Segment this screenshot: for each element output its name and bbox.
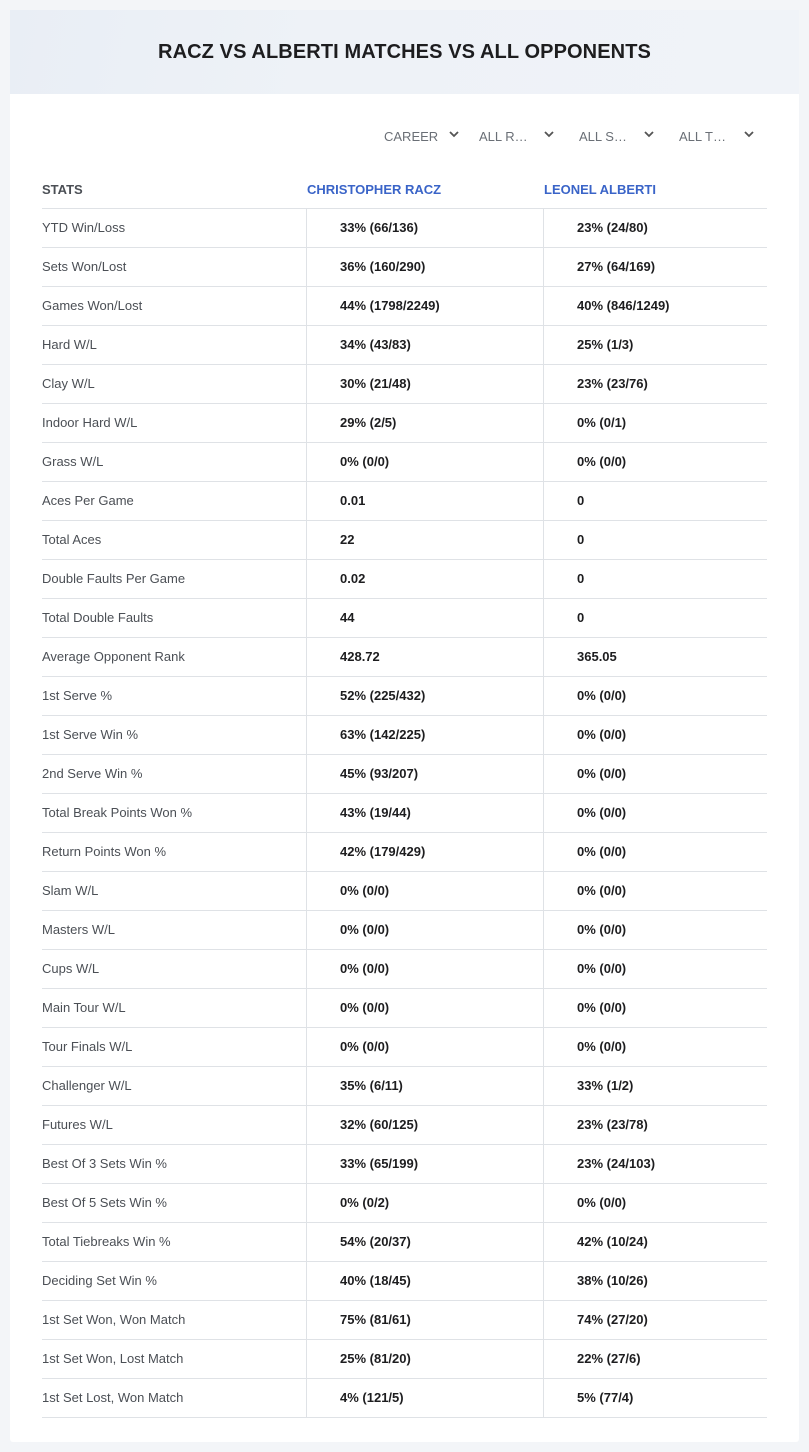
stat-label: Grass W/L [42,454,104,469]
player2-value: 25% (1/3) [543,326,767,364]
table-row [42,872,767,911]
player2-value: 0% (0/0) [543,1028,767,1066]
player1-value: 0% (0/0) [306,911,543,949]
player2-value: 0% (0/0) [543,833,767,871]
stat-label: Tour Finals W/L [42,1039,133,1054]
player2-value: 0 [543,482,767,520]
table-row [42,989,767,1028]
player1-value: 52% (225/432) [306,677,543,715]
stat-label: Deciding Set Win % [42,1273,157,1288]
stat-label: 1st Set Won, Won Match [42,1312,186,1327]
player1-value: 25% (81/20) [306,1340,543,1378]
column-header-player2[interactable]: LEONEL ALBERTI [544,182,656,197]
player2-value: 0% (0/1) [543,404,767,442]
stat-label: Double Faults Per Game [42,571,186,586]
player1-value: 0% (0/0) [306,443,543,481]
stat-label: 1st Set Won, Lost Match [42,1351,184,1366]
table-row [42,1379,767,1418]
player1-value: 63% (142/225) [306,716,543,754]
table-row [42,950,767,989]
table-row [42,209,767,248]
table-row [42,443,767,482]
filter-round-select[interactable] [469,124,557,148]
player2-value: 0 [543,521,767,559]
player2-value: 40% (846/1249) [543,287,767,325]
filter-surface-select[interactable] [569,124,657,148]
player1-value: 0.01 [306,482,543,520]
table-row [42,911,767,950]
player2-value: 23% (23/78) [543,1106,767,1144]
player1-value: 35% (6/11) [306,1067,543,1105]
column-header-player1[interactable]: CHRISTOPHER RACZ [307,182,442,197]
stat-label: Total Break Points Won % [42,805,193,820]
stat-label: Clay W/L [42,376,95,391]
player2-value: 23% (23/76) [543,365,767,403]
player2-value: 365.05 [543,638,767,676]
table-row [42,599,767,638]
stat-label: 1st Serve % [42,688,113,703]
table-row [42,326,767,365]
player1-value: 75% (81/61) [306,1301,543,1339]
player1-value: 43% (19/44) [306,794,543,832]
player2-value: 0% (0/0) [543,1184,767,1222]
table-row [42,1106,767,1145]
filter-label: ALL S… [579,129,627,144]
stat-label: Slam W/L [42,883,99,898]
player1-value: 36% (160/290) [306,248,543,286]
player1-value: 33% (65/199) [306,1145,543,1183]
table-row [42,248,767,287]
stat-label: Indoor Hard W/L [42,415,138,430]
table-row [42,677,767,716]
table-row [42,1223,767,1262]
stat-label: Futures W/L [42,1117,113,1132]
player1-value: 30% (21/48) [306,365,543,403]
stat-label: Challenger W/L [42,1078,132,1093]
player2-value: 0% (0/0) [543,911,767,949]
stat-label: Masters W/L [42,922,115,937]
player1-value: 40% (18/45) [306,1262,543,1300]
card-header [10,10,799,94]
player2-value: 0% (0/0) [543,872,767,910]
stat-label: YTD Win/Loss [42,220,126,235]
chevron-down-icon [743,128,755,140]
stat-label: 1st Set Lost, Won Match [42,1390,184,1405]
player2-value: 0% (0/0) [543,794,767,832]
player2-value: 22% (27/6) [543,1340,767,1378]
player2-value: 74% (27/20) [543,1301,767,1339]
stat-label: Hard W/L [42,337,97,352]
stats-card [10,10,799,1442]
stat-label: Return Points Won % [42,844,167,859]
player2-value: 33% (1/2) [543,1067,767,1105]
table-row [42,833,767,872]
stat-label: Total Double Faults [42,610,154,625]
stat-label: Sets Won/Lost [42,259,127,274]
player2-value: 0% (0/0) [543,950,767,988]
stat-label: Games Won/Lost [42,298,143,313]
player2-value: 23% (24/80) [543,209,767,247]
player1-value: 32% (60/125) [306,1106,543,1144]
player1-value: 44% (1798/2249) [306,287,543,325]
player2-value: 0 [543,560,767,598]
player2-value: 0% (0/0) [543,989,767,1027]
table-row [42,482,767,521]
column-header-stats: STATS [42,182,83,197]
player1-value: 54% (20/37) [306,1223,543,1261]
player1-value: 0.02 [306,560,543,598]
player1-value: 0% (0/0) [306,1028,543,1066]
stat-label: Total Aces [42,532,102,547]
table-body [42,209,767,1418]
player1-value: 29% (2/5) [306,404,543,442]
player2-value: 23% (24/103) [543,1145,767,1183]
player1-value: 0% (0/0) [306,872,543,910]
table-row [42,1067,767,1106]
chevron-down-icon [643,128,655,140]
table-row [42,716,767,755]
table-header [42,168,767,209]
filter-label: CAREER [384,129,439,144]
stat-label: Main Tour W/L [42,1000,126,1015]
player2-value: 0% (0/0) [543,677,767,715]
player1-value: 45% (93/207) [306,755,543,793]
stat-label: Best Of 5 Sets Win % [42,1195,167,1210]
player1-value: 33% (66/136) [306,209,543,247]
filter-bar [374,124,766,148]
player2-value: 27% (64/169) [543,248,767,286]
player2-value: 0% (0/0) [543,443,767,481]
player2-value: 0% (0/0) [543,755,767,793]
table-row [42,638,767,677]
player2-value: 38% (10/26) [543,1262,767,1300]
table-row [42,755,767,794]
stat-label: Aces Per Game [42,493,134,508]
table-row [42,1301,767,1340]
table-row [42,794,767,833]
table-row [42,1028,767,1067]
stat-label: Total Tiebreaks Win % [42,1234,171,1249]
stat-label: Cups W/L [42,961,100,976]
table-row [42,365,767,404]
stat-label: 1st Serve Win % [42,727,139,742]
stat-label: Best Of 3 Sets Win % [42,1156,167,1171]
chevron-down-icon [448,128,460,140]
table-row [42,1262,767,1301]
table-row [42,521,767,560]
player1-value: 0% (0/0) [306,989,543,1027]
filter-label: ALL R… [479,129,528,144]
player1-value: 0% (0/0) [306,950,543,988]
table-row [42,1184,767,1223]
filter-period-select[interactable] [374,124,462,148]
stats-table [42,168,767,1418]
player1-value: 22 [306,521,543,559]
player1-value: 42% (179/429) [306,833,543,871]
table-row [42,1145,767,1184]
player2-value: 0% (0/0) [543,716,767,754]
page-title: RACZ VS ALBERTI MATCHES VS ALL OPPONENTS [158,40,651,63]
player1-value: 44 [306,599,543,637]
player1-value: 34% (43/83) [306,326,543,364]
stat-label: 2nd Serve Win % [42,766,143,781]
chevron-down-icon [543,128,555,140]
player1-value: 428.72 [306,638,543,676]
filter-tournament-select[interactable] [669,124,757,148]
table-row [42,287,767,326]
table-row [42,1340,767,1379]
player2-value: 0 [543,599,767,637]
player2-value: 5% (77/4) [543,1379,767,1417]
player1-value: 4% (121/5) [306,1379,543,1417]
player1-value: 0% (0/2) [306,1184,543,1222]
filter-label: ALL T… [679,129,726,144]
player2-value: 42% (10/24) [543,1223,767,1261]
stat-label: Average Opponent Rank [42,649,185,664]
table-row [42,404,767,443]
table-row [42,560,767,599]
